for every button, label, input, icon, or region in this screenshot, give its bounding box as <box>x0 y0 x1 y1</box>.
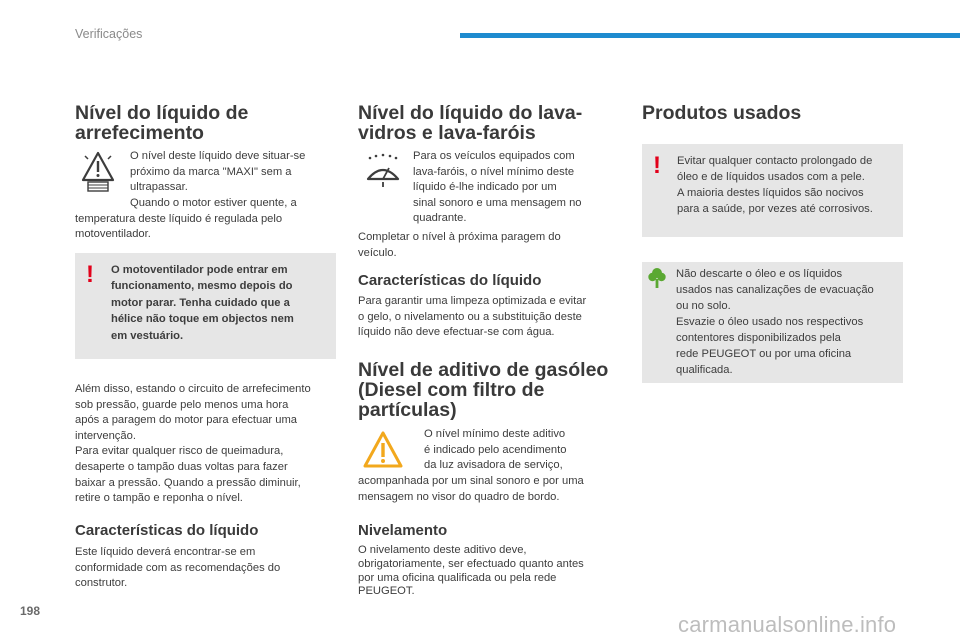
washer-paragraph <box>358 230 561 261</box>
text-line: Esvazie o óleo usado nos respectivos <box>676 316 864 328</box>
text-line: intervenção. <box>75 429 136 442</box>
leveling-text <box>358 544 584 599</box>
used-products-heading: Produtos usados <box>642 102 802 124</box>
service-warning-triangle-icon <box>362 430 404 470</box>
text-line: óleo e de líquidos usados com a pele. <box>677 171 865 183</box>
text-line: ou no solo. <box>676 300 731 312</box>
washer-heading-line-1: Nível do líquido do lava- <box>358 102 583 124</box>
text-line: usados nas canalizações de evacuação <box>676 284 874 296</box>
text-line: mensagem no visor do quadro de bordo. <box>358 490 560 503</box>
additive-heading <box>358 360 608 420</box>
coolant-characteristics-text <box>75 545 280 592</box>
coolant-heading <box>75 103 248 143</box>
text-line: hélice não toque em objectos nem <box>111 313 294 326</box>
coolant-warning-text <box>111 262 294 344</box>
text-line: Para evitar qualquer risco de queimadura, <box>75 445 284 458</box>
text-line: baixar a pressão. Quando a pressão diminuir, <box>75 476 301 489</box>
text-line: contentores disponibilizados pela <box>676 332 841 344</box>
text-line: próximo da marca "MAXI" sem a <box>130 165 292 178</box>
text-line: qualificada. <box>676 364 733 376</box>
text-line: em vestuário. <box>111 329 184 342</box>
used-products-eco-text <box>676 266 874 378</box>
text-line: O motoventilador pode entrar em <box>111 264 288 276</box>
text-line: para a saúde, por vezes até corrosivos. <box>677 203 873 215</box>
text-line: funcionamento, mesmo depois do <box>111 280 293 293</box>
text-line: sob pressão, guarde pelo menos uma hora <box>75 398 289 411</box>
text-line: quadrante. <box>413 212 467 225</box>
coolant-body <box>75 382 311 507</box>
leveling-heading: Nivelamento <box>358 522 448 539</box>
text-line: Além disso, estando o circuito de arrefecimento <box>75 383 311 395</box>
eco-tree-icon <box>648 267 666 289</box>
text-line: Evitar qualquer contacto prolongado de <box>677 155 873 167</box>
text-line: da luz avisadora de serviço, <box>424 459 563 472</box>
coolant-paragraph <box>75 196 297 243</box>
text-line: acompanhada por um sinal sonoro e por uma <box>358 475 584 487</box>
additive-intro <box>424 427 566 474</box>
text-line: conformidade com as recomendações do <box>75 561 281 574</box>
text-line: Não descarte o óleo e os líquidos <box>676 268 843 280</box>
text-line: construtor. <box>75 577 128 590</box>
exclamation-icon: ! <box>653 152 661 179</box>
watermark: carmanualsonline.info <box>678 612 897 637</box>
text-line: veículo. <box>358 246 397 259</box>
text-line: lava-faróis, o nível mínimo deste <box>413 165 575 178</box>
washer-characteristics-text <box>358 294 586 341</box>
text-line: por uma oficina qualificada ou pela rede <box>358 571 557 584</box>
text-line: rede PEUGEOT ou por uma oficina <box>676 348 852 360</box>
text-line: Este líquido deverá encontrar-se em <box>75 546 256 558</box>
washer-heading <box>358 103 582 143</box>
coolant-warning-icon <box>80 150 116 194</box>
text-line: retire o tampão e reponha o nível. <box>75 492 243 505</box>
text-line: Quando o motor estiver quente, a <box>130 197 297 209</box>
coolant-characteristics-heading: Características do líquido <box>75 522 259 539</box>
exclamation-icon: ! <box>86 261 94 288</box>
text-line: sinal sonoro e uma mensagem no <box>413 196 582 209</box>
text-line: é indicado pelo acendimento <box>424 443 567 456</box>
text-line: motoventilador. <box>75 228 151 241</box>
text-line: o gelo, o nivelamento ou a substituição deste <box>358 310 582 323</box>
section-title: Verificações <box>75 27 143 41</box>
coolant-heading-line-2: arrefecimento <box>75 122 204 144</box>
washer-intro <box>413 149 582 227</box>
text-line: Para os veículos equipados com <box>413 150 575 162</box>
used-products-eco-panel <box>642 262 903 383</box>
additive-heading-line-1: Nível de aditivo de gasóleo <box>358 359 609 381</box>
coolant-intro <box>130 149 305 196</box>
text-line: temperatura deste líquido é regulada pelo <box>75 212 283 225</box>
text-line: desaperte o tampão duas voltas para fazer <box>75 460 288 473</box>
text-line: Completar o nível à próxima paragem do <box>358 231 561 243</box>
additive-paragraph <box>358 474 584 505</box>
text-line: obrigatoriamente, ser efectuado quanto antes <box>358 557 584 570</box>
text-line: O nivelamento deste aditivo deve, <box>358 544 527 556</box>
coolant-heading-line-1: Nível do líquido de <box>75 102 249 124</box>
text-line: O nível deste líquido deve situar-se <box>130 150 306 162</box>
page-number: 198 <box>20 604 41 618</box>
coolant-warning-panel <box>75 253 336 359</box>
text-line: motor parar. Tenha cuidado que a <box>111 296 290 309</box>
text-line: após a paragem do motor para efectuar uma <box>75 414 298 427</box>
additive-heading-line-2: (Diesel com filtro de <box>358 379 545 401</box>
washer-heading-line-2: vidros e lava-faróis <box>358 122 536 144</box>
used-products-warning-text <box>677 153 873 217</box>
text-line: ultrapassar. <box>130 181 188 194</box>
text-line: líquido é-lhe indicado por um <box>413 181 557 194</box>
text-line: líquido não deve efectuar-se com água. <box>358 326 555 339</box>
used-products-warning-panel <box>642 144 903 237</box>
text-line: Para garantir uma limpeza optimizada e evitar <box>358 295 587 307</box>
windscreen-washer-icon <box>362 153 404 189</box>
text-line: A maioria destes líquidos são nocivos <box>677 187 864 199</box>
washer-characteristics-heading: Características do líquido <box>358 272 542 289</box>
text-line: PEUGEOT. <box>358 585 415 598</box>
additive-heading-line-3: partículas) <box>358 399 457 421</box>
text-line: O nível mínimo deste aditivo <box>424 428 566 440</box>
header-accent-bar <box>460 33 960 38</box>
